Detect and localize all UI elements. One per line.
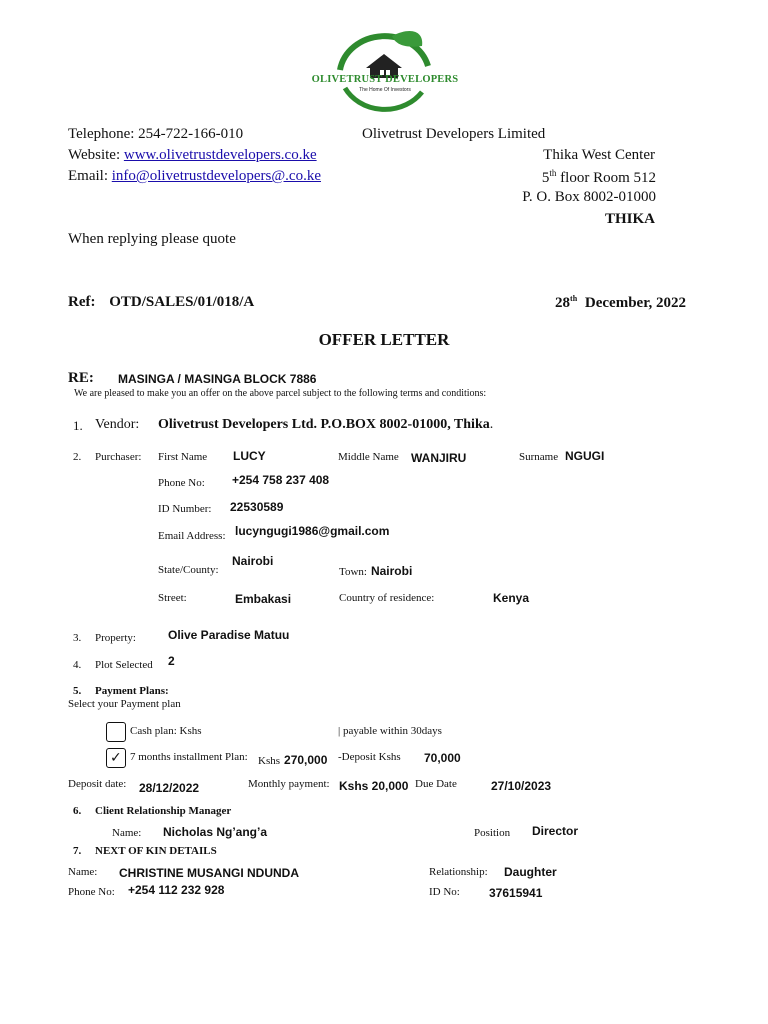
ref-value: OTD/SALES/01/018/A: [109, 294, 255, 310]
payment-heading: Payment Plans:: [95, 685, 169, 697]
middle-name-label: Middle Name: [338, 451, 399, 463]
payment-num: 5.: [73, 685, 82, 697]
first-name-label: First Name: [158, 451, 208, 463]
purchaser-num: 2.: [73, 451, 82, 463]
deposit-date-value: 28/12/2022: [139, 781, 200, 795]
phone-value: +254 758 237 408: [232, 473, 330, 487]
purchaser-label: Purchaser:: [95, 451, 142, 463]
ref-line: [68, 294, 254, 311]
check-mark-icon: ✓: [110, 750, 122, 766]
town-value: Nairobi: [370, 564, 413, 578]
surname-value: NGUGI: [565, 449, 605, 463]
vendor-label: Vendor:: [95, 417, 140, 432]
id-number-label: ID Number:: [158, 503, 212, 515]
installment-plan-label: 7 months installment Plan:: [130, 751, 248, 763]
payment-select-label: Select your Payment plan: [68, 698, 181, 710]
kin-phone-value: +254 112 232 928: [128, 883, 225, 897]
re-value: MASINGA / MASINGA BLOCK 7886: [118, 372, 317, 386]
deposit-date-label: Deposit date:: [68, 778, 127, 790]
house-leaf-logo-icon: [300, 26, 470, 112]
company-name: Olivetrust Developers Limited: [362, 126, 546, 142]
website-label: Website:: [68, 147, 124, 163]
kin-num: 7.: [73, 845, 82, 857]
ref-label: Ref:: [68, 294, 96, 310]
country-label: Country of residence:: [339, 592, 435, 604]
middle-name-value: WANJIRU: [411, 451, 467, 465]
email-line: [68, 168, 321, 185]
county-label: State/County:: [158, 564, 219, 576]
address-floor: 5th floor Room 512: [541, 168, 656, 186]
kin-name-value: CHRISTINE MUSANGI NDUNDA: [119, 866, 299, 880]
monthly-payment-value: Kshs 20,000: [339, 779, 409, 793]
installment-amount: Kshs 270,000: [258, 753, 328, 767]
kin-id-value: 37615941: [489, 886, 543, 900]
kin-relationship-label: Relationship:: [429, 866, 488, 878]
address-center: Thika West Center: [543, 147, 655, 163]
letter-date: 28th December, 2022: [555, 294, 686, 311]
deposit-amount: 70,000: [424, 751, 461, 765]
cash-plan-label: Cash plan: Kshs: [130, 725, 202, 737]
crm-name-value: Nicholas Ng’ang’a: [163, 825, 268, 839]
intro-text: We are pleased to make you an offer on the above parcel subject to the following terms and conditions:: [74, 388, 487, 399]
kin-id-label: ID No:: [429, 886, 460, 898]
cash-plan-note: | payable within 30days: [338, 725, 442, 737]
website-line: [68, 147, 317, 164]
due-date-value: 27/10/2023: [491, 779, 552, 793]
crm-position-value: Director: [532, 824, 579, 838]
crm-heading: Client Relationship Manager: [95, 805, 232, 817]
cash-plan-checkbox[interactable]: [106, 722, 126, 742]
email-label: Email:: [68, 168, 112, 184]
kin-name-label: Name:: [68, 866, 98, 878]
re-label: RE:: [68, 370, 94, 386]
crm-name-label: Name:: [112, 827, 142, 839]
plot-label: Plot Selected: [95, 659, 153, 671]
address-box: P. O. Box 8002-01000: [522, 189, 656, 205]
page-title: OFFER LETTER: [318, 330, 450, 349]
country-value: Kenya: [493, 591, 530, 605]
monthly-payment-label: Monthly payment:: [248, 778, 330, 790]
reply-note: When replying please quote: [68, 231, 236, 247]
plot-num: 4.: [73, 659, 82, 671]
due-date-label: Due Date: [415, 778, 457, 790]
county-value: Nairobi: [232, 554, 274, 568]
logo-name: OLIVETRUST DEVELOPERS: [311, 74, 459, 85]
website-link[interactable]: www.olivetrustdevelopers.co.ke: [123, 147, 317, 163]
company-logo: [300, 26, 470, 112]
telephone: Telephone: 254-722-166-010: [68, 126, 244, 142]
town-label: Town:: [339, 566, 367, 578]
property-label: Property:: [95, 632, 136, 644]
phone-label: Phone No:: [158, 477, 205, 489]
property-value: Olive Paradise Matuu: [168, 628, 290, 642]
street-label: Street:: [158, 592, 187, 604]
vendor-value: Olivetrust Developers Ltd. P.O.BOX 8002-01000, Thika.: [158, 417, 494, 432]
plot-value: 2: [168, 654, 175, 668]
email-link[interactable]: info@olivetrustdevelopers@.co.ke: [111, 168, 321, 184]
crm-position-label: Position: [474, 827, 511, 839]
kin-heading: NEXT OF KIN DETAILS: [95, 845, 217, 857]
id-number-value: 22530589: [230, 500, 284, 514]
kin-phone-label: Phone No:: [68, 886, 115, 898]
street-value: Embakasi: [235, 592, 292, 606]
logo-tagline: The Home Of Investors: [359, 87, 411, 93]
email-address-label: Email Address:: [158, 530, 226, 542]
installment-plan-checkbox[interactable]: [106, 748, 126, 768]
vendor-num: 1.: [73, 418, 83, 433]
crm-num: 6.: [73, 805, 82, 817]
property-num: 3.: [73, 632, 82, 644]
deposit-label: -Deposit Kshs: [338, 751, 401, 763]
surname-label: Surname: [519, 451, 559, 463]
email-address-value: lucyngugi1986@gmail.com: [235, 524, 390, 538]
kin-relationship-value: Daughter: [504, 865, 557, 879]
town-line: [339, 562, 412, 580]
address-city: THIKA: [604, 211, 655, 227]
first-name-value: LUCY: [233, 449, 266, 463]
